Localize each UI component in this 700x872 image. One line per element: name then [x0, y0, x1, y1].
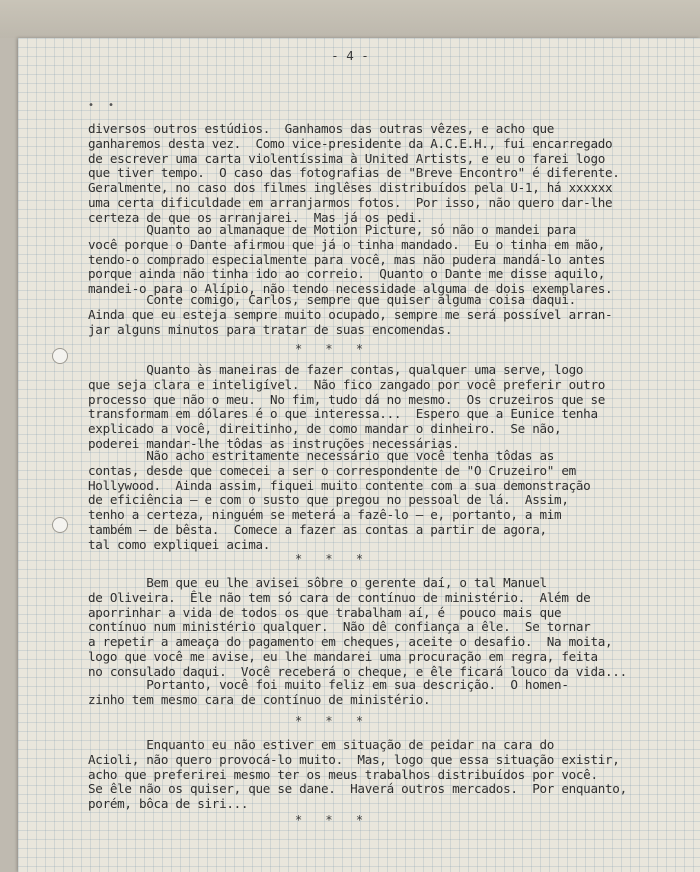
paragraph-4 — [88, 363, 605, 452]
text-line: logo que você me avise, eu lhe mandarei uma procuração em regra, feita — [88, 648, 598, 664]
text-line: Acioli, não quero provocá-lo muito. Mas, logo que essa situação existir, — [88, 751, 620, 767]
text-line: ganharemos desta vez. Como vice-presidente da A.C.E.H., fui encarregado — [88, 135, 613, 151]
text-line: certeza de que os arranjarei. Mas já os pedi. — [88, 209, 423, 225]
text-line: tendo-o comprado especialmente para você, mas não pudera mandá-lo antes — [88, 251, 606, 267]
text-line: Geralmente, no caso dos filmes inglêses distribuídos pela U-1, há xxxxxx — [88, 180, 613, 196]
text-line: de escrever uma carta violentíssima à United Artists, e eu o farei logo — [88, 150, 606, 166]
text-line: Hollywood. Ainda assim, fiquei muito contente com a sua demonstração — [88, 477, 591, 493]
text-line: jar alguns minutos para tratar de suas encomendas. — [88, 321, 453, 337]
text-line: contínuo num ministério qualquer. Não dê confiança a êle. Se tornar — [88, 619, 591, 635]
page-number: - 4 - — [331, 48, 369, 63]
text-line: porém, bôca de siri... — [88, 796, 249, 812]
section-separator: * * * — [294, 342, 372, 356]
text-line: Bem que eu lhe avisei sôbre o gerente daí, o tal Manuel — [88, 575, 547, 590]
paragraph-6 — [88, 576, 627, 680]
text-line: Conte comigo, Carlos, sempre que quiser alguma coisa daqui. — [88, 292, 576, 307]
paragraph-3 — [88, 293, 612, 337]
paragraph-7 — [88, 678, 569, 708]
page-background-edge — [0, 0, 700, 38]
paragraph-8 — [88, 738, 627, 812]
punch-hole-bottom — [52, 517, 68, 533]
text-line: poderei mandar-lhe tôdas as instruções necessárias. — [88, 435, 460, 451]
text-line: Ainda que eu esteja sempre muito ocupado, sempre me será possível arran- — [88, 306, 613, 322]
text-line: diversos outros estúdios. Ganhamos das outras vêzes, e acho que — [88, 121, 555, 136]
text-line: transformam em dólares é o que interessa... Espero que a Eunice tenha — [88, 406, 598, 422]
text-line: você porque o Dante afirmou que já o tinha mandado. Eu o tinha em mão, — [88, 236, 606, 252]
section-separator: * * * — [294, 552, 372, 566]
text-line: Enquanto eu não estiver em situação de peidar na cara do — [88, 737, 555, 752]
text-line: contas, desde que comecei a ser o correspondente de "O Cruzeiro" em — [88, 462, 576, 478]
paragraph-2 — [88, 223, 612, 297]
text-line: acho que preferirei mesmo ter os meus trabalhos distribuídos por você. — [88, 766, 598, 782]
text-line: explicado a você, direitinho, de como mandar o dinheiro. Se não, — [88, 421, 562, 437]
paragraph-1 — [88, 122, 620, 226]
decorative-dots: • • — [88, 100, 119, 111]
text-line: Portanto, você foi muito feliz em sua descrição. O homen- — [88, 677, 569, 692]
text-line: zinho tem mesmo cara de contínuo de ministério. — [88, 691, 431, 707]
text-line: Se êle não os quiser, que se dane. Haverá outros mercados. Por enquanto, — [88, 781, 627, 797]
text-line: Quanto ao almanaque de Motion Picture, só não o mandei para — [88, 222, 576, 237]
text-line: processo que não o meu. No fim, tudo dá no mesmo. Os cruzeiros que se — [88, 391, 606, 407]
text-line: aporrinhar a vida de todos os que trabalham aí, é pouco mais que — [88, 604, 562, 620]
text-line: a repetir a ameaça do pagamento em cheques, aceite o desafio. Na moita, — [88, 634, 613, 650]
text-line: também — de bêsta. Comece a fazer as contas a partir de agora, — [88, 521, 547, 537]
text-line: no consulado daqui. Você receberá o cheque, e êle ficará louco da vida... — [88, 663, 627, 679]
text-line: de Oliveira. Êle não tem só cara de contínuo de ministério. Além de — [88, 589, 591, 605]
text-line: mandei-o para o Alípio, não tendo necessidade alguma de dois exemplares. — [88, 281, 613, 297]
text-line: tenho a certeza, ninguém se meterá a fazê-lo — e, portanto, a mim — [88, 507, 562, 523]
text-line: que tiver tempo. O caso das fotografias de "Breve Encontro" é diferente. — [88, 165, 620, 181]
section-separator: * * * — [294, 714, 372, 728]
text-line: que seja clara e inteligível. Não fico zangado por você preferir outro — [88, 376, 606, 392]
text-line: tal como expliquei acima. — [88, 536, 271, 552]
text-line: Quanto às maneiras de fazer contas, qualquer uma serve, logo — [88, 362, 584, 377]
text-line: porque ainda não tinha ido ao correio. Quanto o Dante me disse aquilo, — [88, 266, 606, 282]
paragraph-5 — [88, 449, 590, 553]
section-separator: * * * — [294, 813, 372, 827]
text-line: Não acho estritamente necessário que você tenha tôdas as — [88, 448, 555, 463]
text-line: uma certa dificuldade em arranjarmos fotos. Por isso, não quero dar-lhe — [88, 194, 613, 210]
text-line: de eficiência — e com o susto que pregou no pessoal de lá. Assim, — [88, 492, 569, 508]
